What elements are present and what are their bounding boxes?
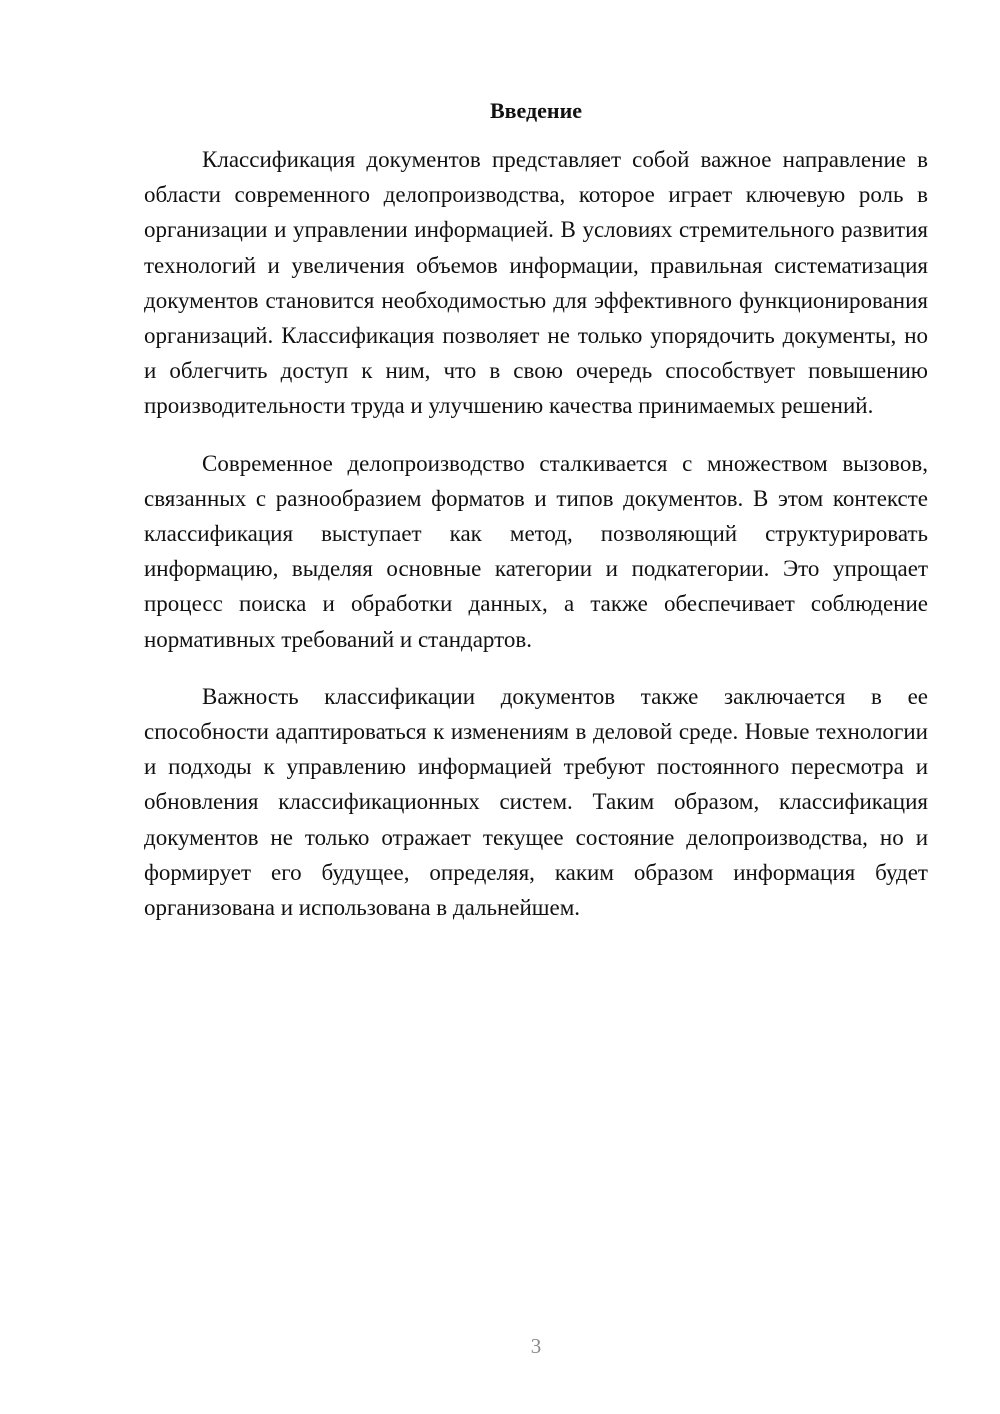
- body-text: [144, 142, 928, 925]
- paragraph-2: Современное делопроизводство сталкивается с множеством вызовов, связанных с разнообразием форматов и типов документов. В этом контексте классификация выступает как метод, позволяющий структурировать информацию, выделяя основные категории и подкатегории. Это упрощает процесс поиска и обработки данных, а также обеспечивает соблюдение нормативных требований и стандартов.: [144, 450, 928, 652]
- paragraph-3: Важность классификации документов также заключается в ее способности адаптироваться к изменениям в деловой среде. Новые технологии и подходы к управлению информацией требуют постоянного пересмотра и обновления классификационных систем. Таким образом, классификация документов не только отражает текущее состояние делопроизводства, но и формирует его будущее, определяя, каким образом информация будет организована и использована в дальнейшем.: [144, 683, 928, 921]
- page-number: 3: [530, 1334, 542, 1358]
- paragraph-1: Классификация документов представляет собой важное направление в области современного делопроизводства, которое играет ключевую роль в организации и управлении информацией. В условиях стремительного развития технологий и увеличения объемов информации, правильная систематизация документов становится необходимостью для эффективного функционирования организаций. Классификация позволяет не только упорядочить документы, но и облегчить доступ к ним, что в свою очередь способствует повышению производительности труда и улучшению качества принимаемых решений.: [144, 147, 928, 419]
- section-title: Введение: [489, 98, 583, 123]
